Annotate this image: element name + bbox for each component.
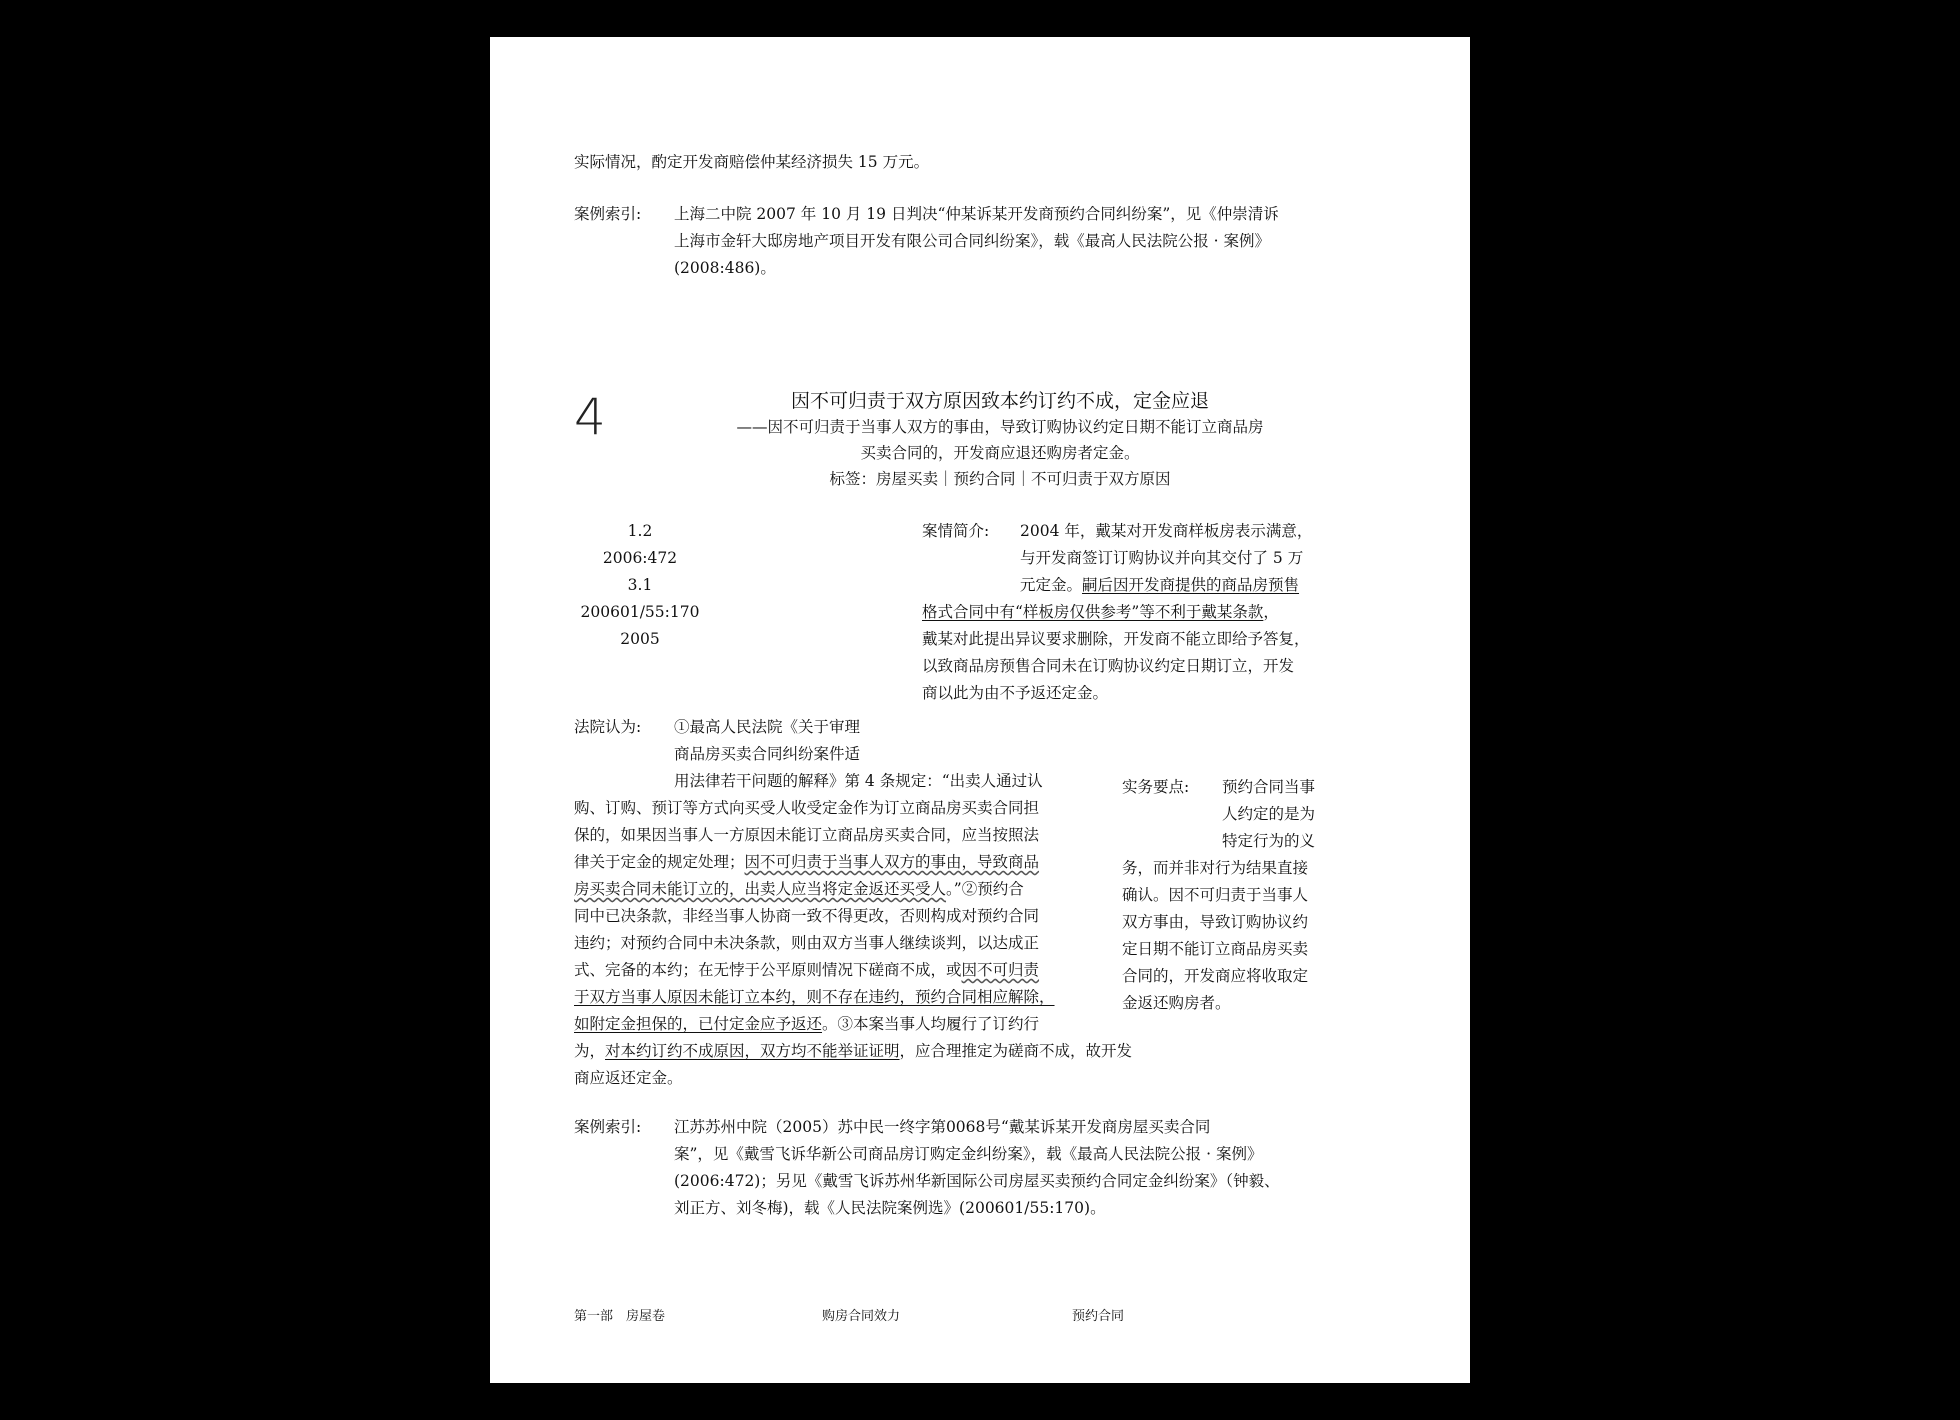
practice-label: 实务要点: — [1122, 778, 1190, 796]
section-subtitle: 买卖合同的，开发商应退还购房者定金。 — [860, 444, 1140, 462]
section-tags: 标签：房屋买卖｜预约合同｜不可归责于双方原因 — [829, 470, 1171, 488]
summary-line: 元定金。嗣后因开发商提供的商品房预售 — [1020, 576, 1300, 594]
case-index-line: 江苏苏州中院（2005）苏中民一终字第0068号“戴某诉某开发商房屋买卖合同 — [674, 1118, 1211, 1136]
summary-line: 格式合同中有“样板房仅供参考”等不利于戴某条款， — [922, 603, 1279, 621]
section-title: 因不可归责于双方原因致本约订约不成，定金应退 — [790, 390, 1209, 412]
case-index-line: 案”，见《戴雪飞诉华新公司商品房订购定金纠纷案》，载《最高人民法院公报 · 案例》 — [674, 1145, 1263, 1163]
summary-line: 以致商品房预售合同未在订购协议约定日期订立，开发 — [922, 657, 1295, 675]
practice-line: 务，而并非对行为结果直接 — [1122, 859, 1309, 877]
court-line: 房买卖合同未能订立的，出卖人应当将定金返还买受人。”②预约合 — [574, 880, 1024, 898]
case-index-label: 案例索引: — [574, 1118, 642, 1136]
practice-line: 特定行为的义 — [1222, 832, 1316, 850]
practice-line: 确认。因不可归责于当事人 — [1122, 886, 1309, 904]
footer-topic: 预约合同 — [1072, 1309, 1125, 1324]
court-line: 用法律若干问题的解释》第 4 条规定：“出卖人通过认 — [674, 772, 1043, 790]
ref-number: 1.2 — [627, 522, 653, 540]
court-line: 违约；对预约合同中未决条款，则由双方当事人继续谈判，以达成正 — [574, 934, 1040, 952]
ref-number: 2006:472 — [602, 549, 678, 567]
summary-label: 案情简介: — [922, 522, 990, 540]
court-line: 式、完备的本约；在无悖于公平原则情况下磋商不成，或因不可归责 — [574, 961, 1040, 979]
summary-line: 戴某对此提出异议要求删除，开发商不能立即给予答复， — [922, 630, 1310, 648]
court-line: 保的，如果因当事人一方原因未能订立商品房买卖合同，应当按照法 — [574, 826, 1040, 844]
footer-chapter: 购房合同效力 — [822, 1309, 901, 1324]
top-line: 实际情况，酌定开发商赔偿仲某经济损失 15 万元。 — [574, 153, 930, 171]
court-line: 商应返还定金。 — [574, 1069, 683, 1087]
court-line: 商品房买卖合同纠纷案件适 — [674, 745, 861, 763]
section-number: 4 — [574, 388, 606, 446]
practice-line: 定日期不能订立商品房买卖 — [1122, 940, 1309, 958]
practice-line: 合同的，开发商应将收取定 — [1122, 967, 1309, 985]
case-index-line: (2008:486)。 — [674, 259, 776, 277]
court-line: ①最高人民法院《关于审理 — [674, 718, 861, 736]
ref-number: 2005 — [620, 630, 660, 648]
practice-line: 金返还购房者。 — [1122, 994, 1231, 1012]
document-page — [490, 37, 1470, 1383]
case-index-line: 刘正方、刘冬梅)，载《人民法院案例选》(200601/55:170)。 — [674, 1199, 1106, 1217]
court-line: 于双方当事人原因未能订立本约，则不存在违约，预约合同相应解除， — [574, 988, 1055, 1006]
court-label: 法院认为: — [574, 718, 642, 736]
practice-line: 人约定的是为 — [1222, 805, 1316, 823]
section-subtitle: ——因不可归责于当事人双方的事由，导致订购协议约定日期不能订立商品房 — [736, 418, 1264, 436]
practice-line: 预约合同当事 — [1222, 778, 1316, 796]
ref-number: 200601/55:170 — [580, 603, 700, 621]
case-index-line: (2006:472)；另见《戴雪飞诉苏州华新国际公司房屋买卖预约合同定金纠纷案》（钟毅、 — [674, 1172, 1280, 1190]
court-line: 如附定金担保的，已付定金应予返还。③本案当事人均履行了订约行 — [574, 1015, 1040, 1033]
case-index-line: 上海市金轩大邸房地产项目开发有限公司合同纠纷案》，载《最高人民法院公报 · 案例》 — [674, 232, 1271, 250]
practice-line: 双方事由，导致订购协议约 — [1122, 913, 1309, 931]
ref-number: 3.1 — [627, 576, 653, 594]
summary-line: 商以此为由不予返还定金。 — [922, 684, 1109, 702]
footer-part: 第一部 房屋卷 — [574, 1309, 666, 1324]
summary-line: 与开发商签订订购协议并向其交付了 5 万 — [1020, 549, 1304, 567]
court-line: 同中已决条款，非经当事人协商一致不得更改，否则构成对预约合同 — [574, 907, 1040, 925]
court-line: 为，对本约订约不成原因，双方均不能举证证明，应合理推定为磋商不成，故开发 — [574, 1042, 1133, 1060]
court-line: 购、订购、预订等方式向买受人收受定金作为订立商品房买卖合同担 — [574, 799, 1040, 817]
case-index-label: 案例索引: — [574, 205, 642, 223]
case-index-line: 上海二中院 2007 年 10 月 19 日判决“仲某诉某开发商预约合同纠纷案”，见《仲崇清诉 — [674, 205, 1279, 223]
summary-line: 2004 年，戴某对开发商样板房表示满意， — [1020, 522, 1313, 540]
court-line: 律关于定金的规定处理；因不可归责于当事人双方的事由，导致商品 — [574, 853, 1040, 871]
